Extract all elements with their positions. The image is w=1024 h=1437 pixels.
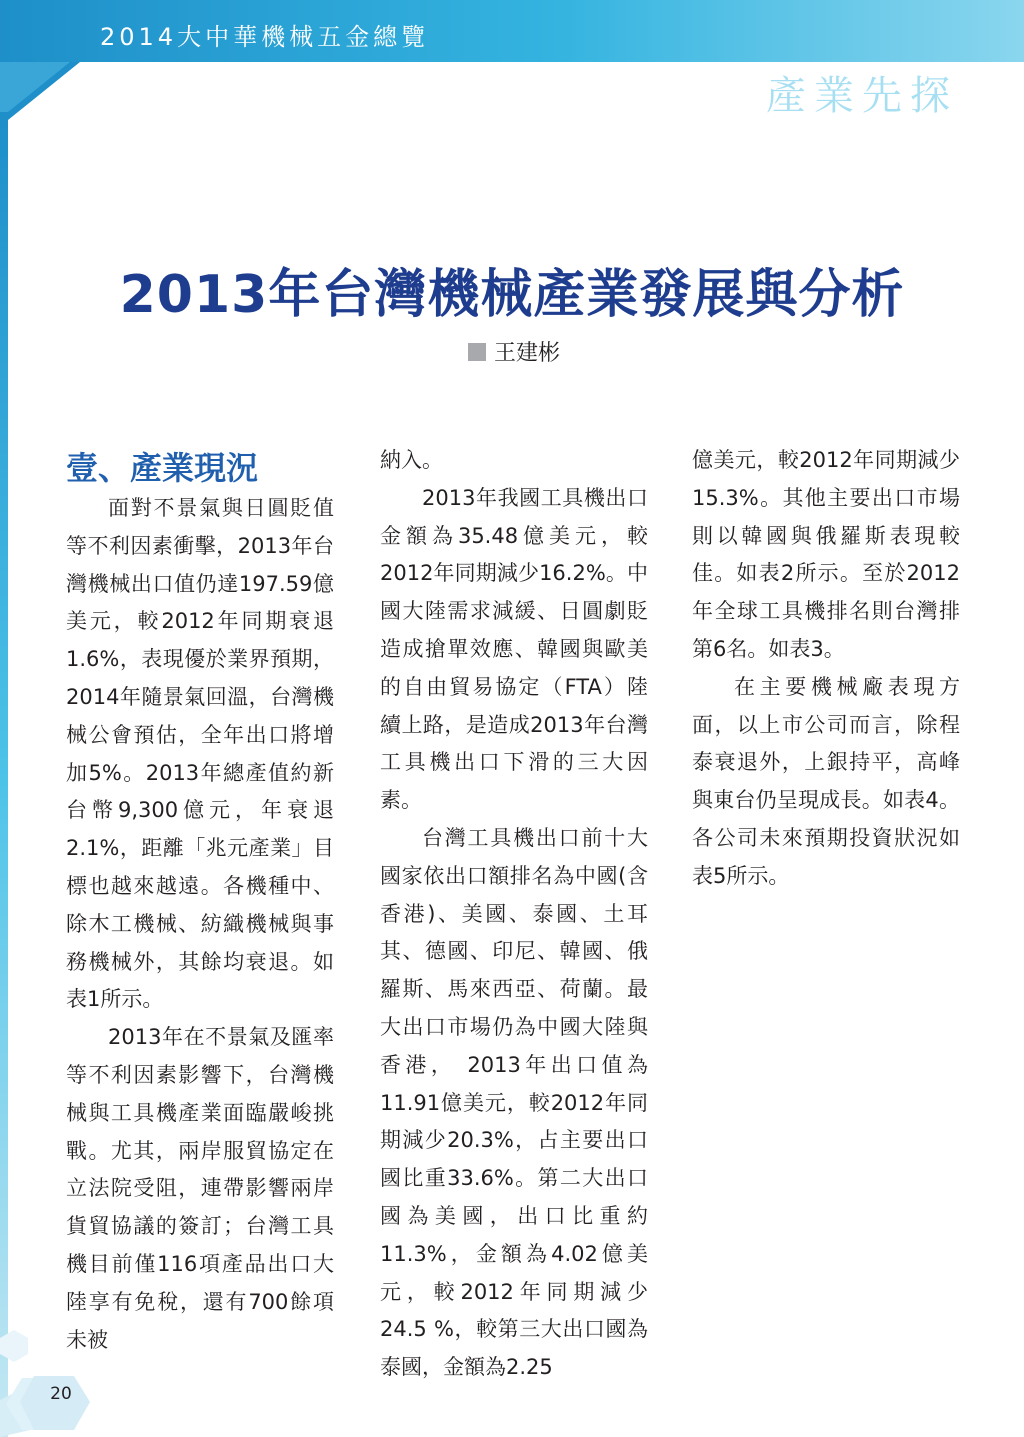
author-line	[468, 336, 560, 367]
paragraph-continued: 億美元，較2012年同期減少15.3%。其他主要出口市場則以韓國與俄羅斯表現較佳。如表2所示。至於2012年全球工具機排名則台灣排第6名。如表3。	[692, 448, 960, 661]
column-3	[692, 442, 960, 896]
article-title: 2013年台灣機械產業發展與分析	[119, 265, 905, 325]
column-1	[66, 490, 334, 1359]
section-label: 產業先探	[766, 73, 958, 119]
section-heading: 壹、產業現況	[66, 449, 259, 487]
column-2	[380, 442, 648, 1387]
author-bullet-icon	[468, 343, 486, 361]
header-corner-shape	[0, 0, 90, 130]
paragraph: 2013年在不景氣及匯率等不利因素影響下，台灣機械與工具機產業面臨嚴峻挑戰。尤其，兩岸服貿協定在立法院受阻，連帶影響兩岸貨貿協議的簽訂；台灣工具機目前僅116項產品出口大陸享有免稅，還有700餘項未被	[66, 1025, 334, 1352]
paragraph: 2013年我國工具機出口金額為35.48億美元，較2012年同期減少16.2%。中國大陸需求減緩、日圓劇貶造成搶單效應、韓國與歐美的自由貿易協定（FTA）陸續上路，是造成2013年台灣工具機出口下滑的三大因素。	[380, 485, 648, 813]
publication-title: 2014大中華機械五金總覽	[100, 23, 430, 51]
author-name: 王建彬	[494, 341, 561, 366]
paragraph-continued: 納入。	[380, 448, 443, 472]
paragraph: 在主要機械廠表現方面，以上市公司而言，除程泰衰退外，上銀持平，高峰與東台仍呈現成長。如表4。各公司未來預期投資狀況如表5所示。	[692, 674, 960, 888]
paragraph: 台灣工具機出口前十大國家依出口額排名為中國(含香港)、美國、泰國、土耳其、德國、印尼、韓國、俄羅斯、馬來西亞、荷蘭。最大出口市場仍為中國大陸與香港， 2013年出口值為11.91億美元，較2012年同期減少20.3%，占主要出口國比重33.6%。第二大出口國為美國，出口比重約11.3%，金額為4.02億美元，較2012年同期減少24.5 %，較第三大出口國為泰國，金額為2.25	[380, 825, 648, 1380]
paragraph: 面對不景氣與日圓貶值等不利因素衝擊，2013年台灣機械出口值仍達197.59億美元，較2012年同期衰退1.6%，表現優於業界預期，2014年隨景氣回溫，台灣機械公會預估，全年出口將增加5%。2013年總產值約新台幣9,300億元，年衰退2.1%，距離「兆元產業」目標也越來越遠。各機種中、除木工機械、紡織機械與事務機械外，其餘均衰退。如表1所示。	[66, 496, 334, 1012]
page-number: 20	[50, 1384, 72, 1404]
